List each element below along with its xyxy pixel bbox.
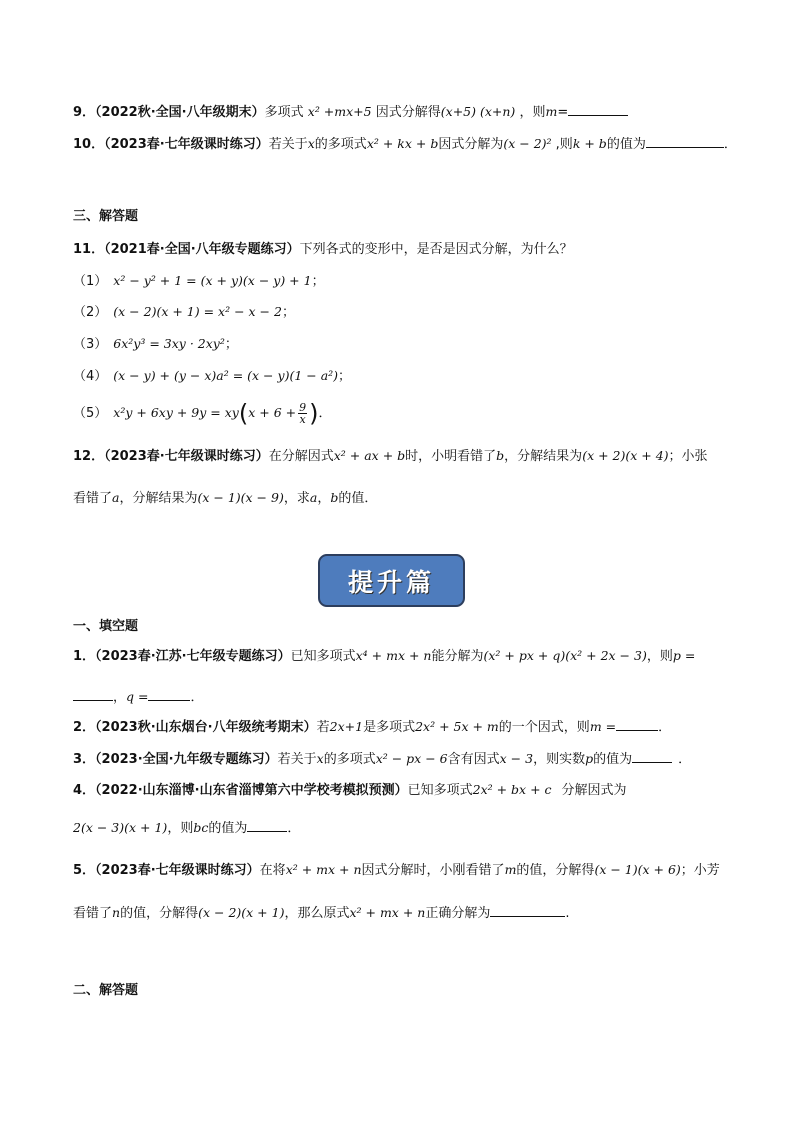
- punctuation: ；: [224, 337, 238, 352]
- math-expression: (x − 2)(x + 1) = x² − x − 2: [113, 304, 282, 319]
- advanced-question-2: [73, 716, 734, 738]
- math-symbol: =: [557, 105, 569, 120]
- math-expression: (x − 1)(x − 9): [197, 490, 284, 505]
- answer-blank[interactable]: [568, 101, 628, 116]
- answer-blank[interactable]: [148, 686, 190, 701]
- paren-close: ): [309, 399, 319, 428]
- question-number: 11．: [73, 242, 105, 257]
- question-text: 的值为: [593, 752, 633, 767]
- question-text: 若关于: [268, 137, 308, 152]
- sub-label: （5）: [73, 406, 108, 421]
- punctuation: ．: [190, 690, 204, 705]
- math-expression: k + b: [572, 136, 607, 151]
- question-text: 的值．: [338, 491, 378, 506]
- question-9: [73, 101, 734, 123]
- math-variable: m: [545, 104, 558, 119]
- question-number: 2．: [73, 720, 96, 735]
- punctuation: ；: [281, 305, 295, 320]
- sub-question-5: [73, 398, 734, 429]
- question-text: 是多项式: [363, 720, 416, 735]
- math-variable: a: [309, 490, 318, 505]
- question-text: ，则实数: [533, 752, 586, 767]
- math-expression: x² + mx + n: [349, 905, 426, 920]
- math-variable: x: [316, 751, 324, 766]
- question-source: （2023秋·山东烟台·八年级统考期末）: [95, 720, 317, 735]
- question-text: 时，小明看错了: [405, 449, 497, 464]
- question-text: 若关于: [277, 752, 317, 767]
- question-text: ，则: [167, 821, 194, 836]
- math-expression: x − 3: [499, 751, 534, 766]
- question-text: 下列各式的变形中，是否是因式分解，为什么？: [299, 242, 573, 257]
- punctuation: ．: [287, 821, 301, 836]
- question-text: 已知多项式: [290, 649, 356, 664]
- math-expression: m =: [589, 719, 617, 734]
- question-text: ，则: [519, 105, 546, 120]
- question-11: [73, 240, 734, 260]
- punctuation: .: [565, 906, 570, 921]
- sub-label: （4）: [73, 369, 108, 384]
- question-text: 能分解为: [431, 649, 484, 664]
- sub-label: （1）: [73, 274, 108, 289]
- question-text: 因式分解为: [438, 137, 504, 152]
- question-text: ，求: [283, 491, 310, 506]
- math-expression: 2x² + bx + c: [472, 782, 552, 797]
- question-text: 因式分解时，小刚看错了: [361, 863, 505, 878]
- math-variable: n: [112, 905, 121, 920]
- question-text: 正确分解为: [425, 906, 491, 921]
- advanced-question-1-line2: [73, 686, 734, 708]
- punctuation: ．: [678, 752, 692, 767]
- math-expression: 2x+1: [329, 719, 364, 734]
- question-source: （2023春·江苏·七年级专题练习）: [95, 649, 291, 664]
- answer-blank[interactable]: [247, 817, 287, 832]
- math-expression: x² − y² + 1 = (x + y)(x − y) + 1: [113, 273, 312, 288]
- math-expression: (x+5) (x+n): [440, 104, 516, 119]
- sub-question-2: [73, 302, 734, 323]
- question-source: （2022秋·全国·八年级期末）: [95, 105, 265, 120]
- question-source: （2023春·七年级课时练习）: [104, 137, 269, 152]
- sub-question-3: [73, 334, 734, 355]
- question-text: 在分解因式: [268, 449, 334, 464]
- sub-label: （2）: [73, 305, 108, 320]
- question-source: （2023春·七年级课时练习）: [104, 449, 269, 464]
- question-number: 9．: [73, 105, 96, 120]
- math-expression: x² + kx + b: [366, 136, 439, 151]
- advanced-question-3: [73, 748, 734, 770]
- math-variable: b: [496, 448, 505, 463]
- question-number: 1．: [73, 649, 96, 664]
- fraction-denominator: x: [299, 413, 306, 426]
- punctuation: ，: [113, 690, 127, 705]
- advanced-question-5-line2: [73, 902, 734, 924]
- answer-blank[interactable]: [632, 748, 672, 763]
- punctuation: ．: [723, 137, 737, 152]
- question-text: 的值为: [606, 137, 646, 152]
- question-text: ，分解结果为: [504, 449, 583, 464]
- math-expression: (x − 2)(x + 1): [198, 905, 285, 920]
- question-text: 的一个因式，则: [498, 720, 590, 735]
- question-text: ,则: [551, 137, 573, 152]
- math-variable: p: [585, 751, 594, 766]
- question-source: （2021春·全国·八年级专题练习）: [104, 242, 300, 257]
- math-expression: 2x² + 5x + m: [415, 719, 499, 734]
- question-text: 多项式: [264, 105, 304, 120]
- math-expression: x² +mx+5: [307, 104, 372, 119]
- math-variable: m: [504, 862, 517, 877]
- question-text: 含有因式: [447, 752, 500, 767]
- question-text: ，那么原式: [284, 906, 350, 921]
- sub-label: （3）: [73, 337, 108, 352]
- math-expression: x² + ax + b: [333, 448, 406, 463]
- section-title: 一、填空题: [73, 619, 139, 634]
- math-expression: x⁴ + mx + n: [355, 648, 432, 663]
- advanced-question-4: [73, 780, 734, 801]
- fraction: [298, 402, 307, 425]
- question-10: [73, 133, 737, 155]
- math-variable: x: [307, 136, 315, 151]
- answer-blank[interactable]: [646, 133, 724, 148]
- answer-blank[interactable]: [73, 686, 113, 701]
- math-expression: (x − 2)²: [503, 136, 552, 151]
- question-number: 12．: [73, 449, 105, 464]
- section-title: 三、解答题: [73, 209, 139, 224]
- question-12-line2: [73, 488, 734, 509]
- question-text: 的值，分解得: [120, 906, 199, 921]
- answer-blank[interactable]: [616, 716, 658, 731]
- math-expression: (x² + px + q)(x² + 2x − 3): [483, 648, 647, 663]
- advanced-question-5: [73, 860, 734, 881]
- section-title: 二、解答题: [73, 983, 139, 998]
- math-expression: 2(x − 3)(x + 1): [73, 820, 168, 835]
- question-number: 4．: [73, 783, 96, 798]
- section-banner: [318, 554, 465, 607]
- question-source: （2022·山东淄博·山东省淄博第六中学校考模拟预测）: [95, 783, 408, 798]
- sub-question-1: [73, 271, 734, 292]
- question-source: （2023·全国·九年级专题练习）: [95, 752, 278, 767]
- question-text: ，分解结果为: [119, 491, 198, 506]
- question-text: ，则: [646, 649, 673, 664]
- question-12: [73, 446, 734, 467]
- fraction-numerator: 9: [299, 401, 307, 414]
- math-variable: b: [330, 490, 339, 505]
- math-variable: a: [112, 490, 120, 505]
- question-number: 10．: [73, 137, 105, 152]
- question-text: 若: [316, 720, 330, 735]
- math-expression: q =: [126, 689, 149, 704]
- question-number: 3．: [73, 752, 96, 767]
- math-expression: 6x²y³ = 3xy · 2xy²: [113, 336, 225, 351]
- advanced-question-1: [73, 646, 734, 667]
- math-expression: (x − 1)(x + 6): [594, 862, 681, 877]
- question-text: 看错了: [73, 491, 113, 506]
- question-text: ；小芳: [680, 863, 720, 878]
- math-expression: x² + mx + n: [285, 862, 362, 877]
- question-text: 的多项式: [323, 752, 376, 767]
- math-expression: x + 6 +: [248, 405, 297, 420]
- math-expression: x²y + 6xy + 9y = xy: [113, 405, 239, 420]
- punctuation: ．: [658, 720, 672, 735]
- banner-label: 提升篇: [347, 567, 435, 597]
- math-expression: (x + 2)(x + 4): [582, 448, 669, 463]
- question-text: 在将: [259, 863, 286, 878]
- question-text: 的多项式: [314, 137, 367, 152]
- question-text: 的值，分解得: [516, 863, 595, 878]
- question-source: （2023春·七年级课时练习）: [95, 863, 260, 878]
- question-text: 分解因式为: [561, 783, 627, 798]
- answer-blank[interactable]: [490, 902, 565, 917]
- punctuation: ；: [311, 274, 325, 289]
- punctuation: ，: [317, 491, 331, 506]
- question-text: 已知多项式: [407, 783, 473, 798]
- question-number: 5．: [73, 863, 96, 878]
- math-expression: x² − px − 6: [375, 751, 448, 766]
- math-expression: p =: [672, 648, 696, 663]
- question-text: ；小张: [668, 449, 708, 464]
- math-variable: bc: [193, 820, 209, 835]
- question-text: 因式分解得: [375, 105, 441, 120]
- math-expression: (x − y) + (y − x)a² = (x − y)(1 − a²): [113, 368, 339, 383]
- sub-question-4: [73, 366, 734, 387]
- question-text: 看错了: [73, 906, 113, 921]
- paren-open: (: [238, 399, 249, 428]
- punctuation: ．: [318, 406, 332, 421]
- question-text: 的值为: [208, 821, 248, 836]
- advanced-question-4-line2: [73, 817, 734, 839]
- punctuation: ；: [338, 369, 352, 384]
